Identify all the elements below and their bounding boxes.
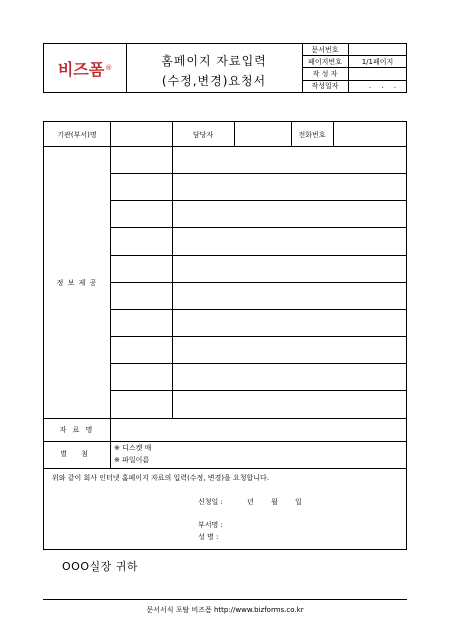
meta-value[interactable]: . . . [368,82,400,91]
meta-label: 작 성 자 [302,68,349,80]
attach-filename: ※ 파일이름 [114,456,150,464]
title-line2: (수정,변경)요청서 [161,74,267,88]
info-row-line [110,227,406,228]
info-row-line [110,282,406,283]
meta-label: 작성일자 [302,80,349,92]
info-row-line [110,390,406,391]
logo-text: 비즈폼 [57,59,105,79]
phone-input[interactable] [334,122,406,146]
divider [44,146,406,147]
apply-date-label: 신청일 : [198,498,223,506]
attach-label: 별 첨 [60,450,94,458]
recipient: OOO실장 귀하 [62,560,138,573]
date-year: 년 [247,498,254,506]
footer-text: 문서서식 포탈 비즈폼 http://www.bizforms.co.kr [146,606,304,614]
manager-label: 담당자 [192,131,214,139]
info-row-line [110,363,406,364]
dept-label: 부서명 : [198,521,223,529]
footer-rule [43,599,407,600]
material-label: 자 료 명 [59,426,95,434]
info-row-line [110,173,406,174]
meta-value[interactable] [349,44,407,56]
info-row-line [110,336,406,337]
phone-label: 전화번호 [298,131,326,139]
info-row-line [110,255,406,256]
document-title [126,44,303,92]
date-day: 일 [295,498,302,506]
org-label: 기관(부서)명 [57,131,97,139]
name-label: 성 명 : [198,533,219,541]
divider [44,441,406,442]
info-row-line [110,200,406,201]
meta-label: 문서번호 [302,44,349,56]
meta-value[interactable]: 1/1페이지 [349,56,407,68]
info-label: 정 보 제 공 [56,279,98,287]
registered-mark: ® [105,64,113,72]
material-input[interactable] [111,419,406,441]
manager-input[interactable] [235,122,290,146]
logo [44,44,127,92]
request-text: 위와 같이 회사 인터넷 홈페이지 자료의 입력(수정, 변경)을 요청합니다. [52,474,270,482]
title-line1: 홈페이지 자료입력 [161,54,267,68]
attach-diskette: ※ 디스켓 매 [114,444,152,452]
meta-value[interactable] [349,68,407,80]
document-header [43,43,407,93]
request-form [43,121,407,573]
date-month: 월 [271,498,278,506]
org-input[interactable] [111,122,171,146]
meta-label: 페이지번호 [302,56,349,68]
info-row-line [110,309,406,310]
divider [44,468,406,469]
meta-table [302,44,406,92]
